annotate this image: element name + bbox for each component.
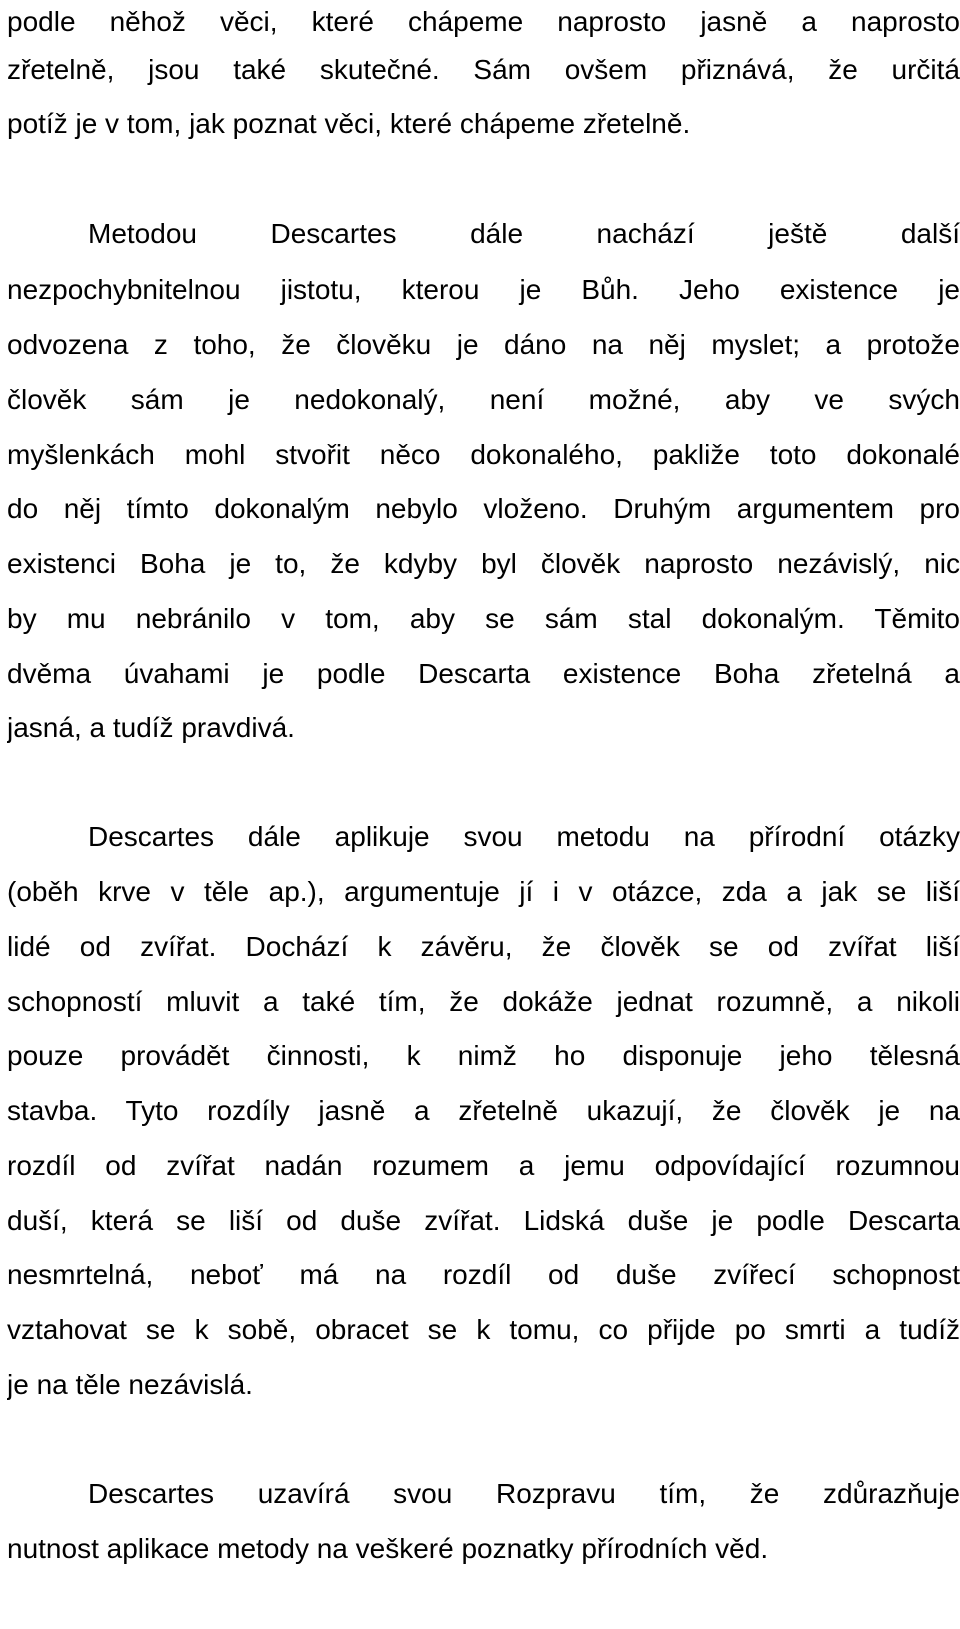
text-line: nutnost aplikace metody na veškeré poznatky přírodních věd. [7,1533,769,1564]
text-line: vztahovat se k sobě, obracet se k tomu, co přijde po smrti a tudíž [7,1314,960,1345]
text-line: je na těle nezávislá. [7,1369,253,1400]
text-line: stavba. Tyto rozdíly jasně a zřetelně ukazují, že člověk je na [7,1095,960,1126]
text-line: schopností mluvit a také tím, že dokáže jednat rozumně, a nikoli [7,986,960,1017]
text-line: Metodou Descartes dále nachází ještě další [88,218,960,249]
text-line: Descartes uzavírá svou Rozpravu tím, že zdůrazňuje [88,1478,960,1509]
text-line: rozdíl od zvířat nadán rozumem a jemu odpovídající rozumnou [7,1150,960,1181]
text-line: zřetelně, jsou také skutečné. Sám ovšem přiznává, že určitá [7,54,960,85]
text-line: potíž je v tom, jak poznat věci, které chápeme zřetelně. [7,108,691,139]
text-line: člověk sám je nedokonalý, není možné, aby ve svých [7,384,960,415]
text-line: dvěma úvahami je podle Descarta existence Boha zřetelná a [7,658,960,689]
text-line: existenci Boha je to, že kdyby byl člověk naprosto nezávislý, nic [7,548,960,579]
text-line: nezpochybnitelnou jistotu, kterou je Bůh. Jeho existence je [7,274,960,305]
text-line: duší, která se liší od duše zvířat. Lidská duše je podle Descarta [7,1205,960,1236]
text-line: by mu nebránilo v tom, aby se sám stal dokonalým. Těmito [7,603,960,634]
text-line: odvozena z toho, že člověku je dáno na něj myslet; a protože [7,329,960,360]
text-line: jasná, a tudíž pravdivá. [7,712,295,743]
text-line: (oběh krve v těle ap.), argumentuje jí i v otázce, zda a jak se liší [7,876,960,907]
text-line: pouze provádět činnosti, k nimž ho disponuje jeho tělesná [7,1040,960,1071]
text-line: myšlenkách mohl stvořit něco dokonalého, pakliže toto dokonalé [7,439,960,470]
text-line: nesmrtelná, neboť má na rozdíl od duše zvířecí schopnost [7,1259,960,1290]
text-line: podle něhož věci, které chápeme naprosto jasně a naprosto [7,6,960,37]
text-line: do něj tímto dokonalým nebylo vloženo. Druhým argumentem pro [7,493,960,524]
text-line: Descartes dále aplikuje svou metodu na přírodní otázky [88,821,960,852]
text-line: lidé od zvířat. Dochází k závěru, že člověk se od zvířat liší [7,931,960,962]
